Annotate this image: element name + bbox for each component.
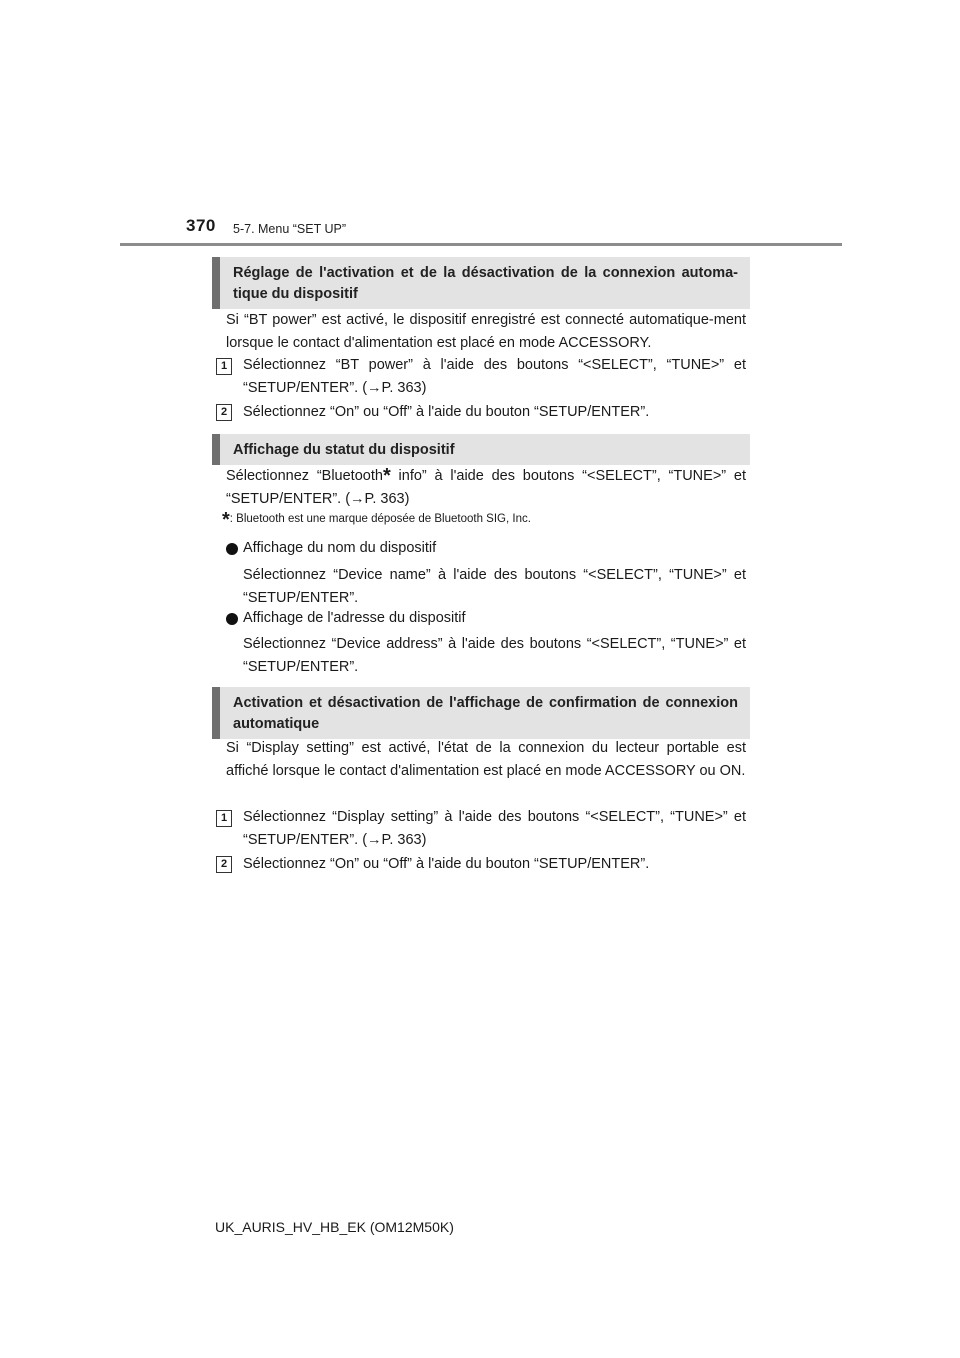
- bullet-title: Affichage du nom du dispositif: [243, 540, 437, 556]
- step-text: Sélectionnez “BT power” à l'aide des boutons “<SELECT”, “TUNE>” et “SETUP/ENTER”. (→P. 363): [243, 357, 746, 396]
- footnote-text: : Bluetooth est une marque déposée de Bluetooth SIG, Inc.: [229, 513, 531, 525]
- section-intro-connection-display: Si “Display setting” est activé, l'état de la connexion du lecteur portable est affiché lorsque le contact d'alimentation est placé en mode ACCESSORY ou ON.: [226, 740, 746, 779]
- step-badge: 1: [216, 358, 232, 375]
- step-text: Sélectionnez “On” ou “Off” à l'aide du bouton “SETUP/ENTER”.: [243, 856, 650, 872]
- section-heading-device-status: Affichage du statut du dispositif: [212, 434, 750, 465]
- footnote-marker: *: [222, 509, 230, 531]
- step-text: Sélectionnez “On” ou “Off” à l'aide du bouton “SETUP/ENTER”.: [243, 404, 650, 420]
- footnote: [222, 509, 752, 531]
- bullet-icon: [226, 543, 238, 555]
- step-text: Sélectionnez “Display setting” à l'aide des boutons “<SELECT”, “TUNE>” et “SETUP/ENTER”. (→P. 363): [243, 809, 746, 848]
- chapter-title: 5-7. Menu “SET UP”: [233, 222, 347, 236]
- intro-text-part: info” à l'aide des boutons “<SELECT”, “TUNE>” et “SETUP/ENTER”. (→P. 363): [226, 468, 747, 507]
- section-intro-device-status: [226, 465, 746, 510]
- section-intro-auto-connect: Si “BT power” est activé, le dispositif enregistré est connecté automatique-ment lorsque le contact d'alimentation est placé en mode ACCESSORY.: [226, 312, 746, 351]
- section-heading-auto-connect: Réglage de l'activation et de la désactivation de la connexion automa-tique du dispositif: [212, 257, 750, 309]
- bullet-icon: [226, 613, 238, 625]
- footnote-marker: *: [382, 465, 391, 487]
- intro-text-part: Sélectionnez “Bluetooth: [226, 468, 383, 484]
- header-rule: [120, 243, 842, 246]
- bullet-text: Sélectionnez “Device name” à l'aide des boutons “<SELECT”, “TUNE>” et “SETUP/ENTER”.: [243, 567, 746, 606]
- step-badge: 2: [216, 404, 232, 421]
- section-heading-connection-display: Activation et désactivation de l'affichage de confirmation de connexion automatique: [212, 687, 750, 739]
- bullet-text: Sélectionnez “Device address” à l'aide des boutons “<SELECT”, “TUNE>” et “SETUP/ENTER”.: [243, 636, 746, 675]
- step-badge: 2: [216, 856, 232, 873]
- bullet-title: Affichage de l'adresse du dispositif: [243, 610, 466, 626]
- page-number: 370: [186, 216, 216, 235]
- footer-document-code: UK_AURIS_HV_HB_EK (OM12M50K): [215, 1219, 454, 1235]
- step-badge: 1: [216, 810, 232, 827]
